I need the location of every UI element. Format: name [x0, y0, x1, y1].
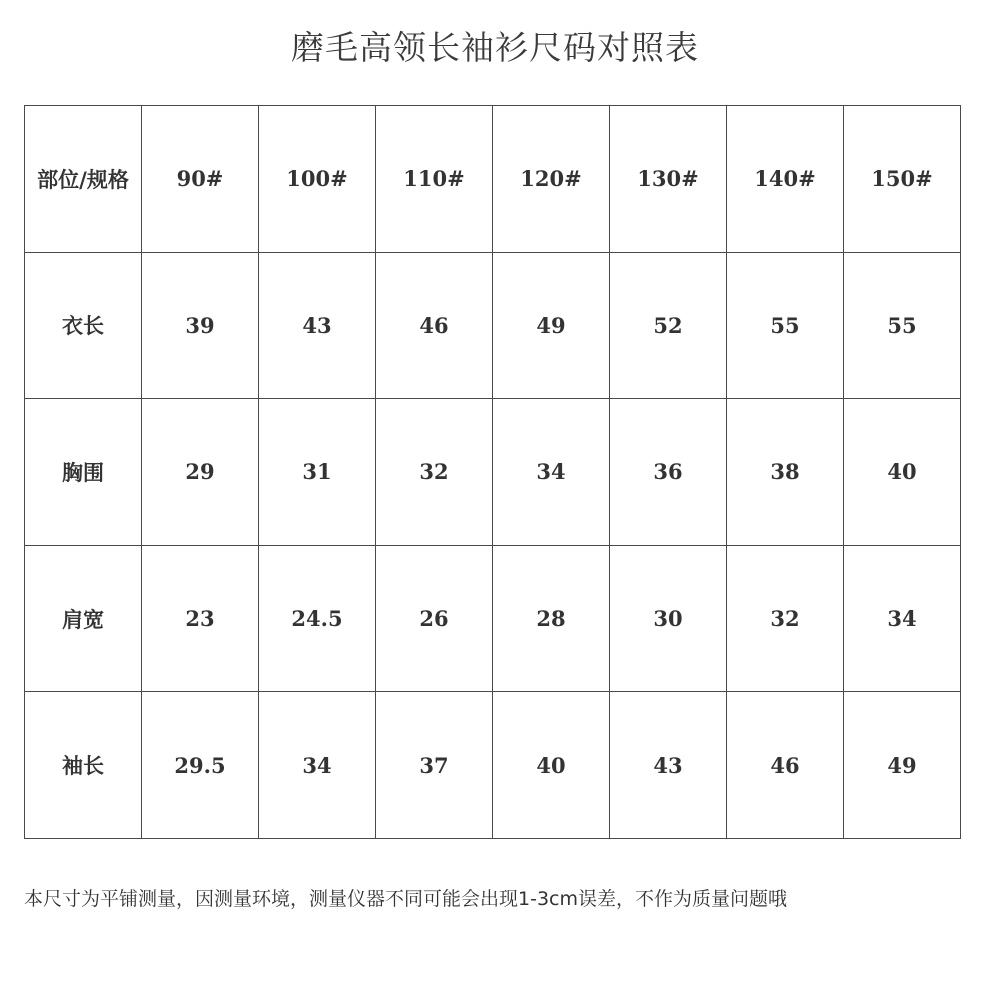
value-cell: 24.5	[259, 545, 376, 692]
value-cell: 26	[376, 545, 493, 692]
row-label-cell: 袖长	[25, 692, 142, 839]
size-header-cell: 150#	[844, 106, 961, 253]
size-header-cell: 90#	[142, 106, 259, 253]
table-row	[25, 545, 961, 692]
size-header-cell: 140#	[727, 106, 844, 253]
value-cell: 36	[610, 399, 727, 546]
page-title: 磨毛高领长袖衫尺码对照表	[291, 28, 699, 67]
value-cell: 31	[259, 399, 376, 546]
table-row	[25, 399, 961, 546]
value-cell: 39	[142, 252, 259, 399]
table-row	[25, 692, 961, 839]
row-label-cell: 衣长	[25, 252, 142, 399]
measurement-note: 本尺寸为平铺测量，因测量环境，测量仪器不同可能会出现1-3cm误差，不作为质量问题哦	[24, 888, 787, 910]
value-cell: 46	[727, 692, 844, 839]
value-cell: 38	[727, 399, 844, 546]
value-cell: 43	[259, 252, 376, 399]
value-cell: 34	[493, 399, 610, 546]
value-cell: 55	[727, 252, 844, 399]
value-cell: 40	[844, 399, 961, 546]
row-label-cell: 肩宽	[25, 545, 142, 692]
corner-header-cell: 部位/规格	[25, 106, 142, 253]
value-cell: 34	[844, 545, 961, 692]
value-cell: 30	[610, 545, 727, 692]
value-cell: 46	[376, 252, 493, 399]
value-cell: 32	[376, 399, 493, 546]
value-cell: 29	[142, 399, 259, 546]
value-cell: 28	[493, 545, 610, 692]
size-header-cell: 100#	[259, 106, 376, 253]
size-header-cell: 120#	[493, 106, 610, 253]
size-header-cell: 130#	[610, 106, 727, 253]
value-cell: 29.5	[142, 692, 259, 839]
value-cell: 49	[844, 692, 961, 839]
value-cell: 34	[259, 692, 376, 839]
value-cell: 37	[376, 692, 493, 839]
value-cell: 23	[142, 545, 259, 692]
size-header-cell: 110#	[376, 106, 493, 253]
value-cell: 40	[493, 692, 610, 839]
value-cell: 43	[610, 692, 727, 839]
row-label-cell: 胸围	[25, 399, 142, 546]
table-row	[25, 252, 961, 399]
value-cell: 55	[844, 252, 961, 399]
table-header-row	[25, 106, 961, 253]
size-chart-table	[24, 105, 961, 839]
value-cell: 49	[493, 252, 610, 399]
value-cell: 32	[727, 545, 844, 692]
value-cell: 52	[610, 252, 727, 399]
